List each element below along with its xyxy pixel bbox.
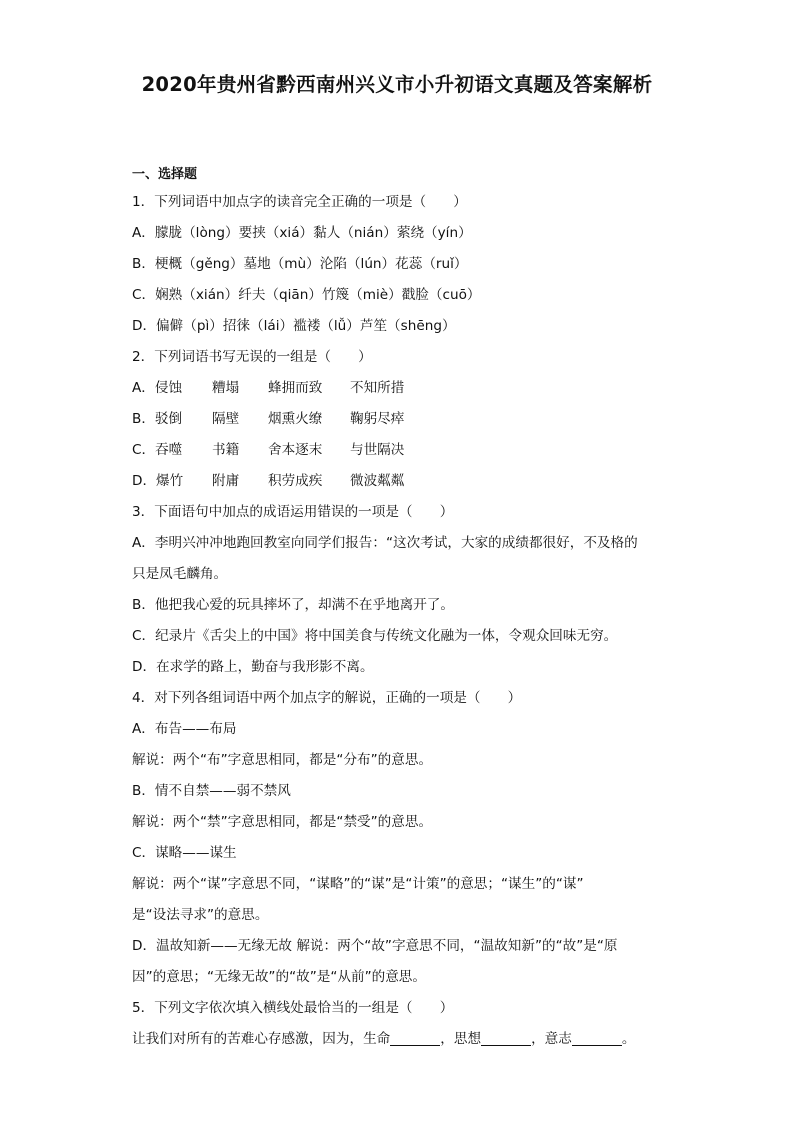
q5-passage — [132, 1024, 674, 1055]
q5-passage-part-3: ，意志 — [531, 1031, 572, 1047]
q2-option-a — [132, 373, 674, 404]
q1-stem: 1．下列词语中加点字的读音完全正确的一项是（ ） — [132, 194, 467, 210]
q5-passage-part-2: ，思想 — [440, 1031, 482, 1047]
q2-b-word-1: B．驳倒 — [132, 411, 183, 427]
fill-blank-1[interactable] — [390, 1027, 440, 1046]
q4-option-a-explanation: 解说：两个“布”字意思相同，都是“分布”的意思。 — [132, 752, 433, 768]
q5-passage-part-1: 让我们对所有的苦难心存感激，因为，生命 — [132, 1031, 391, 1047]
q4-option-c-explanation-line-2: 是“设法寻求”的意思。 — [132, 907, 269, 923]
q4-option-b: B．情不自禁——弱不禁风 — [132, 783, 291, 799]
q2-c-word-3: 舍本逐末 — [268, 442, 323, 458]
q5-stem: 5．下列文字依次填入横线处最恰当的一组是（ ） — [132, 1000, 454, 1016]
q3-stem: 3．下面语句中加点的成语运用错误的一项是（ ） — [132, 504, 454, 520]
q3-option-c: C．纪录片《舌尖上的中国》将中国美食与传统文化融为一体，令观众回味无穷。 — [132, 628, 618, 644]
q4-option-c: C．谋略——谋生 — [132, 845, 237, 861]
q2-option-d — [132, 466, 674, 497]
q1-option-b: B．梗概（gěng）墓地（mù）沦陷（lún）花蕊（ruǐ） — [132, 256, 468, 272]
q2-option-b — [132, 404, 674, 435]
q1-option-a: A．朦胧（lòng）要挟（xiá）黏人（nián）萦绕（yín） — [132, 225, 472, 241]
q2-b-word-3: 烟熏火缭 — [268, 411, 323, 427]
q2-d-word-1: D．爆竹 — [132, 473, 184, 489]
page-title: 2020年贵州省黔西南州兴义市小升初语文真题及答案解析 — [141, 73, 653, 96]
q4-option-d-line-1: D．温故知新——无缘无故 解说：两个“故”字意思不同，“温故知新”的“故”是“原 — [132, 938, 618, 954]
q2-stem: 2．下列词语书写无误的一组是（ ） — [132, 349, 372, 365]
q4-stem: 4．对下列各组词语中两个加点字的解说，正确的一项是（ ） — [132, 690, 522, 706]
q3-option-d: D．在求学的路上，勤奋与我形影不离。 — [132, 659, 374, 675]
q2-c-word-1: C．吞噬 — [132, 442, 183, 458]
section-heading: 一、选择题 — [132, 167, 198, 182]
q4-option-d-line-2: 因”的意思；“无缘无故”的“故”是“从前”的意思。 — [132, 969, 426, 985]
q2-b-word-2: 隔壁 — [212, 411, 240, 427]
q5-passage-part-4: 。 — [621, 1031, 636, 1047]
q2-a-word-3: 蜂拥而致 — [268, 380, 323, 396]
q2-d-word-4: 微波粼粼 — [350, 473, 405, 489]
q2-c-word-2: 书籍 — [212, 442, 240, 458]
q2-a-word-1: A．侵蚀 — [132, 380, 183, 396]
q2-d-word-2: 附庸 — [212, 473, 240, 489]
q4-option-c-explanation-line-1: 解说：两个“谋”字意思不同，“谋略”的“谋”是“计策”的意思；“谋生”的“谋” — [132, 876, 584, 892]
q1-option-d: D．偏僻（pì）招徕（lái）褴褛（lǚ）芦笙（shēng） — [132, 318, 456, 334]
q2-a-word-2: 糟塌 — [212, 380, 240, 396]
q1-option-c: C．娴熟（xián）纤夫（qiān）竹篾（miè）戳脸（cuō） — [132, 287, 481, 303]
fill-blank-3[interactable] — [572, 1027, 622, 1046]
q4-option-a: A．布告——布局 — [132, 721, 237, 737]
q3-option-a-line-1: A．李明兴冲冲地跑回教室向同学们报告：“这次考试，大家的成绩都很好，不及格的 — [132, 535, 638, 551]
fill-blank-2[interactable] — [481, 1027, 531, 1046]
q3-option-b: B．他把我心爱的玩具摔坏了，却满不在乎地离开了。 — [132, 597, 454, 613]
q2-d-word-3: 积劳成疾 — [268, 473, 323, 489]
q4-option-b-explanation: 解说：两个“禁”字意思相同，都是“禁受”的意思。 — [132, 814, 433, 830]
q3-option-a-line-2: 只是凤毛麟角。 — [132, 566, 228, 582]
q2-a-word-4: 不知所措 — [350, 380, 405, 396]
q2-b-word-4: 鞠躬尽瘁 — [350, 411, 405, 427]
question-content — [132, 163, 674, 1055]
q2-option-c — [132, 435, 674, 466]
q2-c-word-4: 与世隔决 — [350, 442, 405, 458]
